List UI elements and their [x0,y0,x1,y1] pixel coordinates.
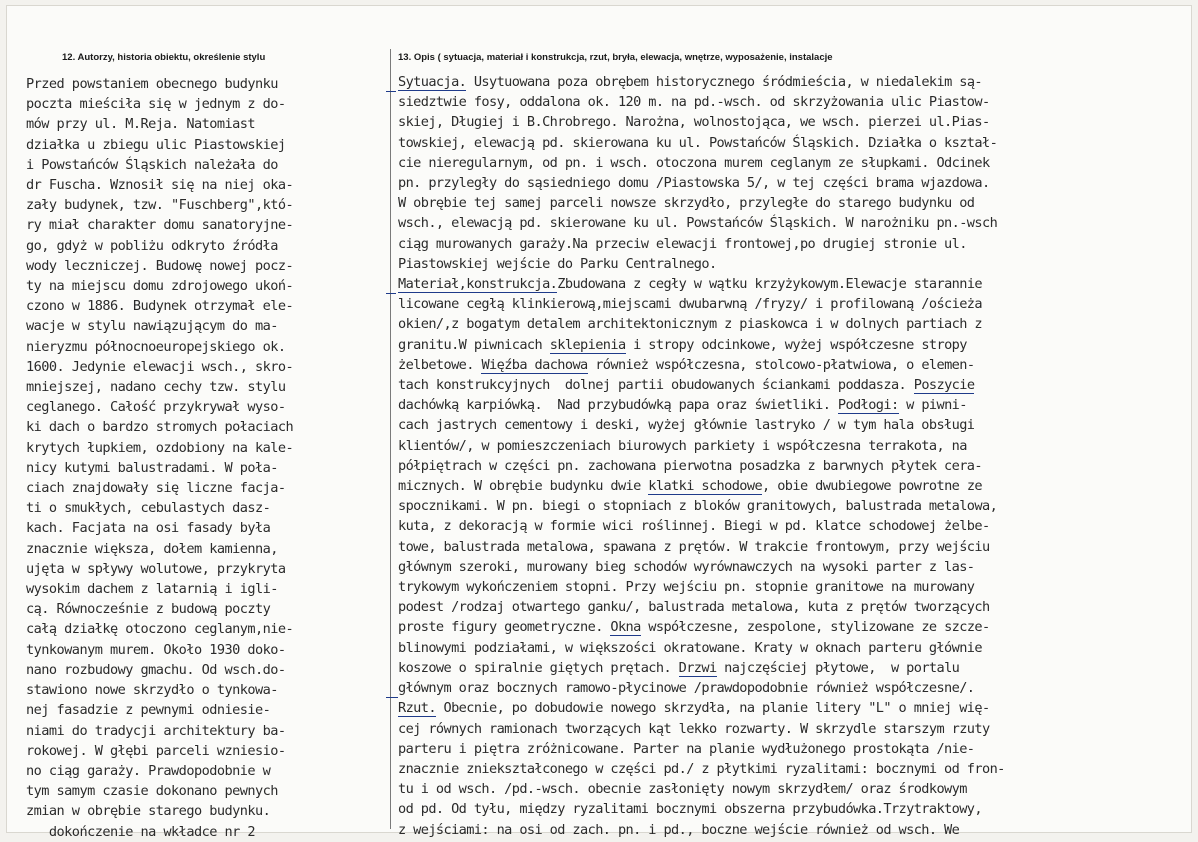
text-segment: towe, balustrada metalowa, spawana z prętów. W trakcie frontowym, przy wejściu [398,538,990,555]
text-line: stawiono nowe skrzydło o tynkowa- [26,682,278,699]
text-segment: klientów/, w pomieszczeniach biurowych parkiety i współczesna terrakota, na [398,437,967,454]
text-segment: tach konstrukcyjnych dolnej partii obudowanych ściankami poddasza. [398,377,914,394]
text-line: mów przy ul. M.Reja. Natomiast [26,116,256,133]
text-segment: towskiej, elewacją pd. skierowana ku ul. Powstańców Śląskich. Działka o kształ- [398,134,998,151]
text-line [398,234,1005,254]
underlined-term: klatki schodowe [648,478,763,495]
text-line [398,72,1005,92]
text-segment: kuta, z dekoracją w formie wici roślinnej. Biegi w pd. klatce schodowej żelbe- [398,518,990,535]
text-segment: tu i od wsch. /pd.-wsch. obecnie zasłonięty nowym skrzydłem/ oraz środkowym [398,781,967,798]
text-line: krytych łupkiem, ozdobiony na kale- [26,439,294,456]
text-line: ciach znajdowały się liczne facja- [26,480,286,497]
text-line: tym samym czasie dokonano pewnych [26,783,278,800]
text-line: działka u zbiegu ulic Piastowskiej [26,136,286,153]
text-line: zmian w obrębie starego budynku. [26,803,271,820]
text-line [398,557,1005,577]
left-column-heading: 12. Autorzy, historia obiektu, określenie stylu [62,52,266,63]
text-segment: podest /rodzaj otwartego ganku/, balustrada metalowa, kuta z prętów tworzących [398,599,990,616]
right-column-heading: 13. Opis ( sytuacja, materiał i konstrukcja, rzut, bryła, elewacja, wnętrze, wyposażenie, instalacje [398,52,833,63]
text-line [398,496,1005,516]
text-segment: głównym szeroki, murowany bieg schodów wyrównawczych na wysoki parter z las- [398,558,975,575]
right-column-text [398,72,1005,840]
text-line [398,820,1005,840]
text-line [398,375,1005,395]
text-line: i Powstańców Śląskich należała do [26,156,278,173]
text-line: ceglanego. Całość przykrywał wyso- [26,399,286,416]
text-segment: skiej, Długiej i B.Chrobrego. Narożna, wolnostojąca, we wsch. pierzei ul.Pias- [398,114,990,131]
text-line: 1600. Jedynie elewacji wsch., skro- [26,358,294,375]
underlined-term: Okna [610,619,641,636]
text-line [398,355,1005,375]
text-line: nej fasadzie z pewnymi odniesie- [26,702,271,719]
underlined-term: sklepienia [549,336,626,353]
text-segment: cach jastrych cementowy i deski, wyżej głównie lastryko / w tym hala obsługi [398,417,975,434]
text-line [398,335,1005,355]
text-line: znacznie większa, dołem kamienna, [26,540,278,557]
text-segment: również współczesna, stolcowo-płatwiowa, o elemen- [587,356,975,373]
text-segment: parteru i piętra zróżnicowane. Parter na planie wydłużonego prostokąta /nie- [398,740,975,757]
text-segment: licowane cegłą klinkierową,miejscami dwubarwną /fryzy/ i profilowaną /ościeża [398,296,982,313]
text-line [398,597,1005,617]
text-line: poczta mieściła się w jednym z do- [26,96,286,113]
text-line: wody leczniczej. Budowę nowej pocz- [26,257,294,274]
text-line: rokowej. W głębi parceli wzniesio- [26,742,286,759]
text-line: dr Fuscha. Wznosił się na niej oka- [26,177,294,194]
text-line [398,92,1005,112]
column-divider [390,49,391,829]
text-segment: okien/,z bogatym detalem architektonicznym z piaskowca i w dolnych partiach z [398,316,982,333]
text-line [398,617,1005,637]
text-line [398,698,1005,718]
underlined-term: Sytuacja. [398,74,467,90]
text-segment: współczesne, zespolone, stylizowane ze szcze- [640,619,990,636]
text-line [398,254,1005,274]
text-line: tynkowanym murem. Około 1930 doko- [26,641,286,658]
text-line: dokończenie na wkładce nr 2 [26,823,256,840]
text-line [398,213,1005,233]
underlined-term: Więźba dachowa [481,356,588,373]
text-line [398,759,1005,779]
text-line: cą. Równocześnie z budową poczty [26,601,271,618]
text-segment: pn. przyległy do sąsiedniego domu /Piastowska 5/, w tej części brama wjazdowa. [398,175,990,192]
text-line: ujęta w spływy wolutowe, przykryta [26,560,286,577]
text-line: niami do tradycji architektury ba- [26,722,286,739]
text-segment: głównym oraz bocznych ramowo-płycinowe /prawdopodobnie również współczesne/. [398,680,975,697]
underlined-term: Podłogi: [837,397,899,414]
text-line: nano rozbudowy gmachu. Od wsch.do- [26,661,286,678]
text-line [398,133,1005,153]
text-segment: najczęściej płytowe, w portalu [716,659,960,676]
text-line [398,153,1005,173]
text-segment: Obecnie, po dobudowie nowego skrzydła, na planie litery "L" o mniej wię- [435,700,990,717]
text-line: mniejszej, nadano cechy tzw. stylu [26,379,286,396]
text-line [398,577,1005,597]
text-segment: cej równych ramionach tworzących kąt lekko rozwarty. W skrzydle starszym rzuty [398,720,990,737]
text-line [398,456,1005,476]
text-segment: granitu.W piwnicach [398,336,550,353]
text-line [398,294,1005,314]
text-line: ty na miejscu domu zdrojowego ukoń- [26,278,294,295]
text-line [398,314,1005,334]
text-line [398,193,1005,213]
text-line: ti o smukłych, cebulastych dasz- [26,500,271,517]
text-segment: W obrębie tej samej parceli nowsze skrzydło, przyległe do starego budynku od [398,195,975,212]
text-line [398,719,1005,739]
text-line [398,274,1005,294]
text-segment: Piastowskiej wejście do Parku Centralnego. [398,255,717,272]
underlined-term: Materiał,konstrukcja. [398,276,558,293]
text-segment: Usytuowana poza obrębem historycznego śródmieścia, w niedalekim są- [466,74,982,90]
text-segment: wsch., elewacją pd. skierowane ku ul. Powstańców Śląskich. W narożniku pn.-wsch [398,215,998,232]
left-column-text [26,74,293,842]
text-line: nieryzmu północnoeuropejskiego ok. [26,338,286,355]
text-line: go, gdyż w pobliżu odkryto źródła [26,237,278,254]
text-segment: cie nieregularnym, od pn. i wsch. otoczona murem ceglanym ze słupkami. Odcinek [398,154,990,171]
margin-mark [386,697,398,698]
text-line [398,112,1005,132]
text-segment: z wejściami: na osi od zach. pn. i pd., boczne wejście również od wsch. We [398,821,960,838]
text-line [398,173,1005,193]
text-line: kach. Facjata na osi fasady była [26,520,271,537]
text-segment: , obie dwubiegowe powrotne ze [762,478,982,495]
text-line: Przed powstaniem obecnego budynku [26,76,278,92]
text-segment: siedztwie fosy, oddalona ok. 120 m. na pd.-wsch. od skrzyżowania ulic Piastow- [398,94,990,111]
text-line [398,678,1005,698]
underlined-term: Rzut. [398,700,436,717]
text-line: całą działkę otoczono ceglanym,nie- [26,621,294,638]
text-segment: proste figury geometryczne. [398,619,611,636]
text-segment: blinowymi podziałami, w większości okratowane. Kraty w oknach parteru głównie [398,639,982,656]
margin-mark [386,91,396,92]
text-line: wysokim dachem z latarnią i igli- [26,581,278,598]
text-line [398,537,1005,557]
text-line [398,799,1005,819]
text-line: no ciąg garaży. Prawdopodobnie w [26,762,271,779]
text-line [398,658,1005,678]
text-line: nicy kutymi balustradami. W poła- [26,459,278,476]
text-segment: spocznikami. W pn. biegi o stopniach z bloków granitowych, balustrada metalowa, [398,498,998,515]
text-line: ry miał charakter domu sanatoryjne- [26,217,294,234]
text-segment: znacznie zniekształconego w części pd./ z płytkimi ryzalitami: bocznymi od fron- [398,760,1005,777]
margin-mark [386,293,396,294]
text-line [398,516,1005,536]
text-segment: trykowym wykończeniem stopni. Przy wejściu pn. stopnie granitowe na murowany [398,579,975,596]
text-line: czono w 1886. Budynek otrzymał ele- [26,298,294,315]
text-line [398,476,1005,496]
text-line: wacje w stylu nawiązującym do ma- [26,318,278,335]
text-line [398,436,1005,456]
text-segment: w piwni- [898,397,967,414]
underlined-term: Poszycie [913,377,975,394]
text-segment: dachówką karpiówką. Nad przybudówką papa oraz świetliki. [398,397,838,414]
text-line [398,415,1005,435]
text-segment: od pd. Od tyłu, między ryzalitami bocznymi obszerna przybudówka.Trzytraktowy, [398,801,982,818]
text-segment: Zbudowana z cegły w wątku krzyżykowym.Elewacje starannie [557,276,982,293]
text-line [398,739,1005,759]
text-segment: koszowe o spiralnie giętych prętach. [398,659,679,676]
text-segment: półpiętrach w części pn. zachowana pierwotna posadzka z barwnych płytek cera- [398,457,982,474]
text-line: zały budynek, tzw. "Fuschberg",któ- [26,197,294,214]
text-segment: żelbetowe. [398,356,482,373]
text-line [398,779,1005,799]
text-line [398,395,1005,415]
text-segment: micznych. W obrębie budynku dwie [398,478,649,495]
text-segment: i stropy odcinkowe, wyżej współczesne stropy [625,336,967,353]
text-line [398,638,1005,658]
text-segment: ciąg murowanych garaży.Na przeciw elewacji frontowej,po drugiej stronie ul. [398,235,967,252]
underlined-term: Drzwi [678,659,717,676]
text-line: ki dach o bardzo stromych połaciach [26,419,294,436]
